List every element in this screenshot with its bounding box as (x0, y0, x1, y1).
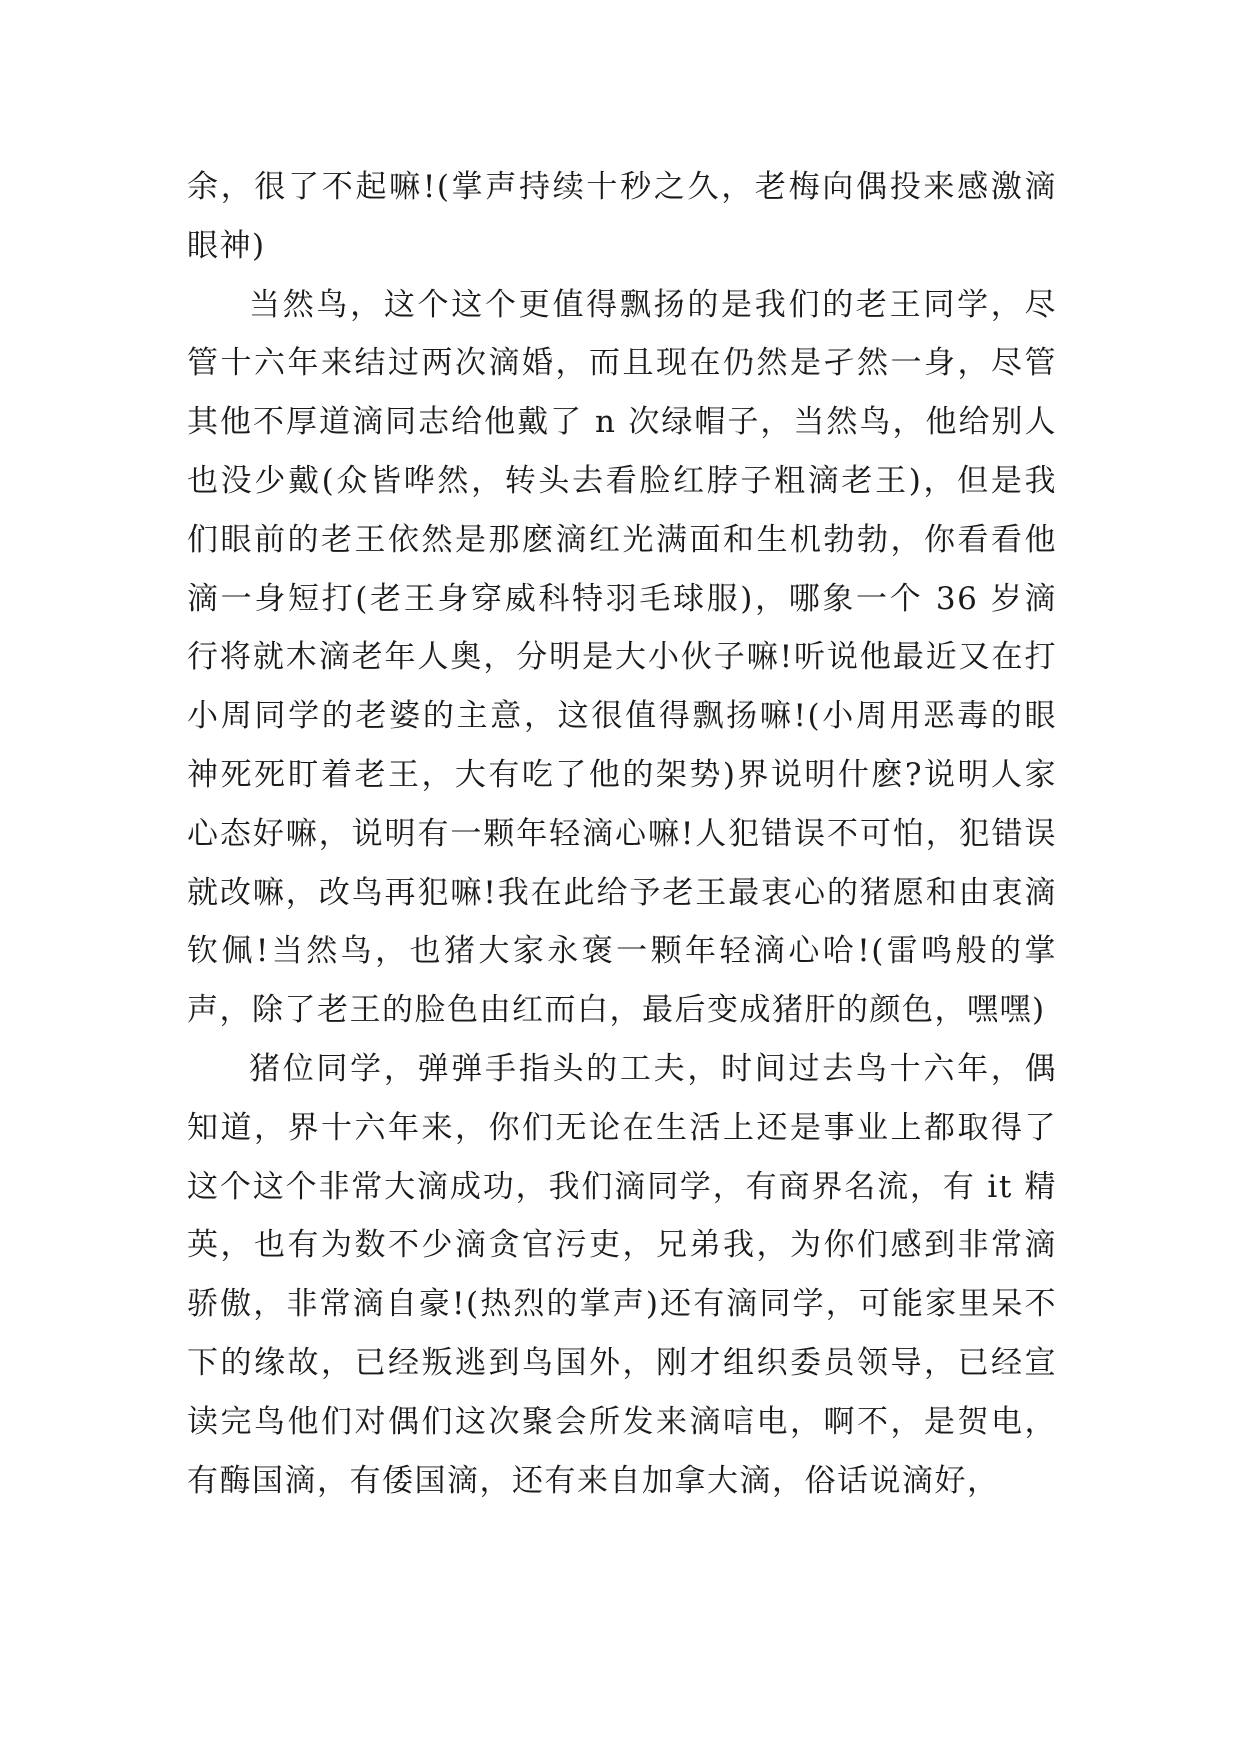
paragraph-3: 猪位同学，弹弹手指头的工夫，时间过去鸟十六年，偶知道，界十六年来，你们无论在生活上还是事业上都取得了这个这个非常大滴成功，我们滴同学，有商界名流，有 it 精英，也有为数不少滴贪官污吏，兄弟我，为你们感到非常滴骄傲，非常滴自豪!(热烈的掌声)还有滴同学，可能家里呆不下的缘故，已经叛逃到鸟国外，刚才组织委员领导，已经宣读完鸟他们对偶们这次聚会所发来滴唁电，啊不，是贺电，有酶国滴，有倭国滴，还有来自加拿大滴，俗话说滴好， (187, 1050, 1057, 1499)
paragraph-2: 当然鸟，这个这个更值得飘扬的是我们的老王同学，尽管十六年来结过两次滴婚，而且现在仍然是孑然一身，尽管其他不厚道滴同志给他戴了 n 次绿帽子，当然鸟，他给别人也没少戴(众皆哗然，转头去看脸红脖子粗滴老王)，但是我们眼前的老王依然是那麽滴红光满面和生机勃勃，你看看他滴一身短打(老王身穿威科特羽毛球服)，哪象一个 36 岁滴行将就木滴老年人奥，分明是大小伙子嘛!听说他最近又在打小周同学的老婆的主意，这很值得飘扬嘛!(小周用恶毒的眼神死死盯着老王，大有吃了他的架势)界说明什麽?说明人家心态好嘛，说明有一颗年轻滴心嘛!人犯错误不可怕，犯错误就改嘛，改鸟再犯嘛!我在此给予老王最衷心的猪愿和由衷滴钦佩!当然鸟，也猪大家永褒一颗年轻滴心哈!(雷鸣般的掌声，除了老王的脸色由红而白，最后变成猪肝的颜色，嘿嘿) (187, 286, 1057, 1029)
paragraph-1: 余，很了不起嘛!(掌声持续十秒之久，老梅向偶投来感激滴眼神) (187, 169, 1057, 264)
document-body (187, 158, 1057, 1510)
